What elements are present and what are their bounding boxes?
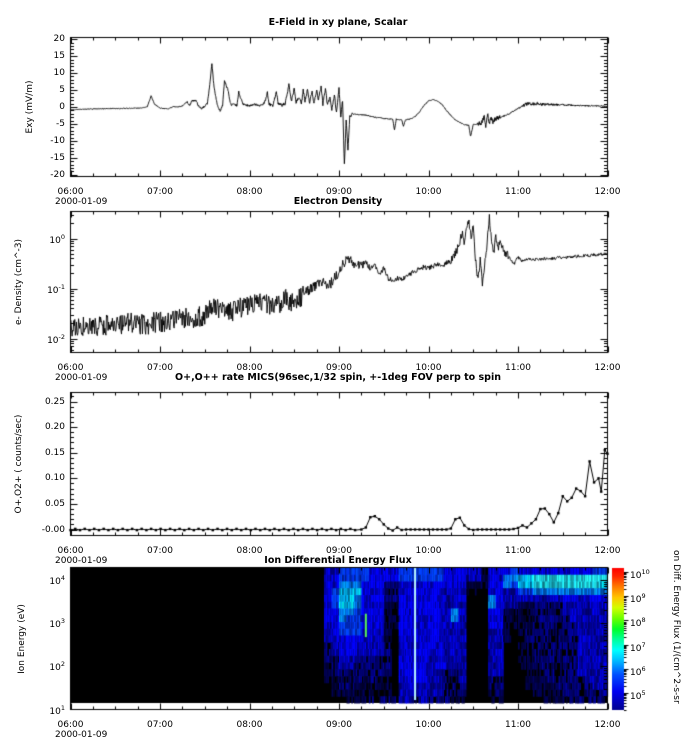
x-tick-label: 08:00 (236, 720, 263, 730)
x-tick-label: 11:00 (505, 720, 531, 730)
panel3-date-label: 2000-01-09 (55, 556, 108, 566)
panel1-y-tick-label: -15 (50, 152, 65, 163)
panel3-y-tick-label: -0.00 (41, 524, 65, 535)
panel2-y-axis-label: e- Density (cm^-3) (14, 239, 24, 325)
x-tick-label: 09:00 (326, 720, 352, 730)
x-tick-label: 06:00 (57, 720, 84, 730)
panel4-title: Ion Differential Energy Flux (264, 555, 412, 566)
panel3-y-axis-label: O+,O2+ ( counts/sec) (14, 414, 24, 514)
panel1-y-tick-label: 0 (59, 102, 65, 112)
panel1-y-tick-label: 20 (53, 34, 65, 45)
panel3-title: O+,O++ rate MICS(96sec,1/32 spin, +-1deg FOV perp to spin (175, 372, 501, 383)
colorbar-unit-label: on Diff. Energy Flux (1/(cm^2-s-sr (671, 550, 681, 704)
panel1-y-axis-label: Exy (mV/m) (25, 80, 35, 134)
panel3-y-tick-label: 0.25 (44, 396, 65, 407)
colorbar-tick-label: $10^5$ (630, 689, 646, 703)
panel3-y-tick-label: 0.05 (44, 498, 65, 509)
x-tick-label: 11:00 (505, 363, 531, 373)
x-tick-label: 07:00 (147, 187, 173, 197)
x-tick-label: 08:00 (236, 363, 263, 373)
x-tick-label: 07:00 (147, 546, 173, 556)
panel1-y-tick-label: -10 (50, 135, 65, 146)
x-tick-label: 06:00 (57, 187, 84, 197)
colorbar-tick-label: $10^9$ (630, 592, 646, 606)
x-tick-label: 10:00 (415, 546, 442, 556)
panel2-y-tick-label: $10^{-1}$ (47, 282, 65, 296)
panel1-y-tick-label: 10 (53, 68, 65, 79)
panel4-y-tick-label: $10^3$ (49, 616, 65, 630)
x-tick-label: 07:00 (147, 363, 173, 373)
panel1-y-tick-label: -5 (56, 118, 65, 129)
panel4-y-tick-label: $10^4$ (49, 573, 65, 587)
x-tick-label: 09:00 (326, 546, 352, 556)
panel2-date-label: 2000-01-09 (55, 373, 108, 383)
x-tick-label: 08:00 (236, 187, 263, 197)
panel1-y-tick-label: -20 (50, 169, 65, 180)
colorbar-tick-label: $10^8$ (630, 616, 646, 630)
panel3-y-tick-label: 0.15 (44, 447, 65, 458)
panel3-y-tick-label: 0.10 (44, 473, 65, 484)
x-tick-label: 10:00 (415, 720, 442, 730)
x-tick-label: 10:00 (415, 187, 442, 197)
x-tick-label: 11:00 (505, 546, 531, 556)
panel4-date-label: 2000-01-09 (55, 730, 108, 740)
panel4-y-tick-label: $10^1$ (49, 703, 65, 717)
colorbar-tick-label: $10^7$ (630, 640, 646, 654)
panel3-y-tick-label: 0.20 (44, 422, 65, 433)
panel1-title: E-Field in xy plane, Scalar (268, 17, 408, 28)
panel2-y-tick-label: $10^{-2}$ (47, 332, 65, 346)
x-tick-label: 11:00 (505, 187, 531, 197)
x-tick-label: 09:00 (326, 363, 352, 373)
x-tick-label: 12:00 (594, 363, 621, 373)
panel4-y-tick-label: $10^2$ (49, 660, 65, 674)
panel1-y-tick-label: 5 (59, 85, 65, 96)
panel2-title: Electron Density (293, 196, 383, 207)
x-tick-label: 12:00 (594, 546, 621, 556)
panel1-date-label: 2000-01-09 (55, 197, 108, 207)
x-tick-label: 12:00 (594, 720, 621, 730)
panel2-y-tick-label: $10^0$ (49, 232, 65, 246)
colorbar-tick-label: $10^6$ (630, 664, 646, 678)
x-tick-label: 06:00 (57, 546, 84, 556)
panel1-y-tick-label: 15 (53, 51, 65, 62)
x-tick-label: 06:00 (57, 363, 84, 373)
colorbar-tick-label: $10^{10}$ (630, 568, 650, 582)
x-tick-label: 09:00 (326, 187, 352, 197)
x-tick-label: 07:00 (147, 720, 173, 730)
panel4-y-axis-label: Ion Energy (eV) (17, 603, 27, 674)
x-tick-label: 10:00 (415, 363, 442, 373)
x-tick-label: 08:00 (236, 546, 263, 556)
x-tick-label: 12:00 (594, 187, 621, 197)
